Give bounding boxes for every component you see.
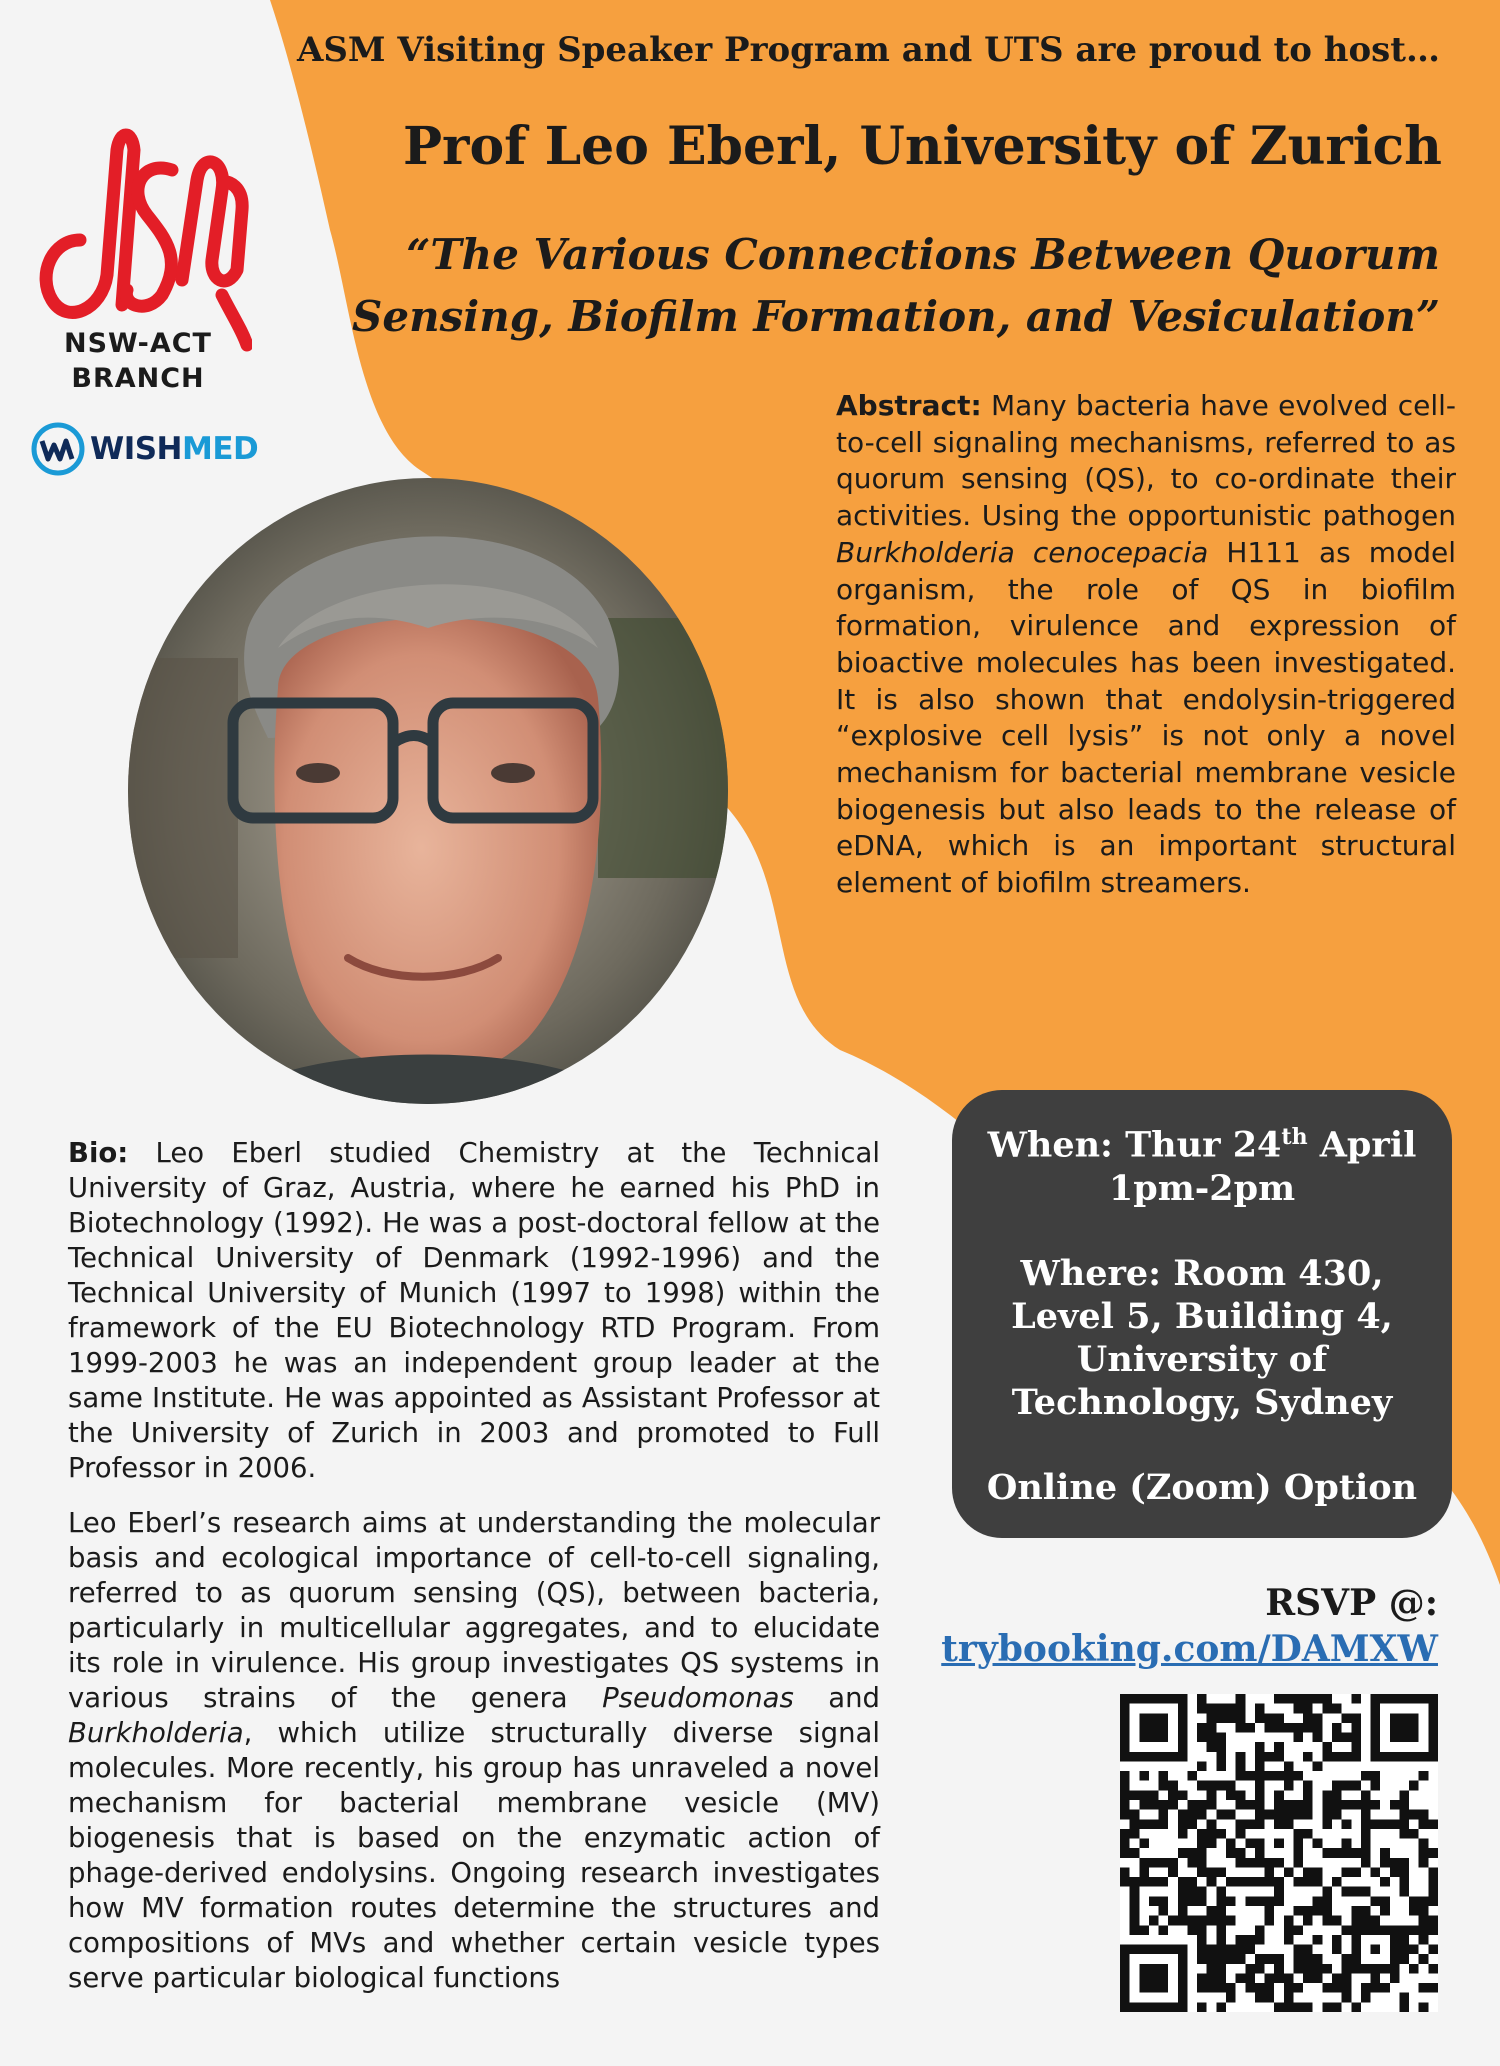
qr-modules: [1120, 1694, 1438, 2012]
speaker-photo: [128, 478, 728, 1104]
abstract-label: Abstract:: [836, 389, 982, 422]
event-where-2: Level 5, Building 4,: [1011, 1295, 1393, 1337]
bio-paragraph-2: [68, 1506, 880, 1996]
bio-section: [68, 1136, 880, 2016]
talk-title: “The Various Connections Between Quorum Sensing, Biofilm Formation, and Vesiculation”: [352, 230, 1440, 341]
event-online-option: Online (Zoom) Option: [986, 1466, 1418, 1508]
event-when-suffix: April: [1307, 1124, 1417, 1166]
event-where-3: University of: [1076, 1338, 1328, 1380]
bio-text-2a: Leo Eberl’s research aims at understanding the molecular basis and ecological importance of cell-to-cell signaling, referred to as quorum sensing (QS), between bacteria, particularly in multicellular aggregates, and to elucidate its role in virulence. His group investigates QS systems in various strains of the genera: [68, 1507, 880, 1714]
wishmed-wordmark: [90, 431, 258, 467]
wishmed-med: MED: [182, 431, 259, 467]
event-when-sup: th: [1281, 1124, 1308, 1150]
rsvp-label: RSVP @:: [1265, 1582, 1438, 1624]
bio-genus-1: Pseudomonas: [602, 1682, 794, 1714]
rsvp-block: [938, 1580, 1438, 1672]
bio-text-2b: and: [793, 1682, 881, 1714]
event-when: [952, 1116, 1452, 1167]
wishmed-wish: WISH: [90, 431, 182, 467]
rsvp-link[interactable]: trybooking.com/DAMXW: [941, 1628, 1438, 1670]
abstract-text: [836, 388, 1456, 902]
abstract-text-1: Many bacteria have evolved cell-to-cell signaling mechanisms, referred to as quorum sensing (QS), to co-ordinate their activities. Using the opportunistic pathogen: [836, 389, 1456, 533]
abstract-text-2: H111 as model organism, the role of QS in biofilm formation, virulence and expression of bioactive molecules has been investigated. It is also shown that endolysin-triggered “explosive cell lysis” is not only a novel mechanism for bacterial membrane vesicle biogenesis but also leads to the release of eDNA, which is an important structural element of biofilm streamers.: [836, 535, 1456, 900]
bio-label: Bio:: [68, 1137, 129, 1169]
intro-line: ASM Visiting Speaker Program and UTS are proud to host…: [296, 30, 1440, 70]
event-where-1: Where: Room 430,: [1020, 1252, 1384, 1294]
bio-text-2c: , which utilize structurally diverse signal molecules. More recently, his group has unraveled a novel mechanism for bacterial membrane vesicle (MV) biogenesis that is based on the enzymatic action of phage-derived endolysins. Ongoing research investigates how MV formation routes determine the structures and compositions of MVs and whether certain vesicle types serve particular biological functions: [68, 1717, 880, 1994]
wishmed-mark-icon: [30, 421, 86, 477]
speaker-name: Prof Leo Eberl, University of Zurich: [402, 116, 1442, 177]
bio-paragraph-1: [68, 1136, 880, 1486]
qr-code[interactable]: [1120, 1694, 1438, 2012]
wishmed-logo: [30, 419, 258, 479]
abstract-species: Burkholderia cenocepacia: [836, 535, 1209, 569]
event-where-4: Technology, Sydney: [1011, 1381, 1393, 1423]
branch-label: NSW-ACT BRANCH: [64, 328, 212, 394]
bio-text-1: Leo Eberl studied Chemistry at the Technical University of Graz, Austria, where he earned his PhD in Biotechnology (1992). He was a post-doctoral fellow at the Technical University of Denmark (1992-1996) and the Technical University of Munich (1997 to 1998) within the framework of the EU Biotechnology RTD Program. From 1999-2003 he was an independent group leader at the same Institute. He was appointed as Assistant Professor at the University of Zurich in 2003 and promoted to Full Professor in 2006.: [68, 1137, 880, 1484]
event-when-prefix: When: Thur 24: [987, 1124, 1282, 1166]
event-time: 1pm-2pm: [1108, 1167, 1296, 1209]
event-details-box: [952, 1090, 1452, 1538]
bio-genus-2: Burkholderia: [68, 1717, 244, 1749]
